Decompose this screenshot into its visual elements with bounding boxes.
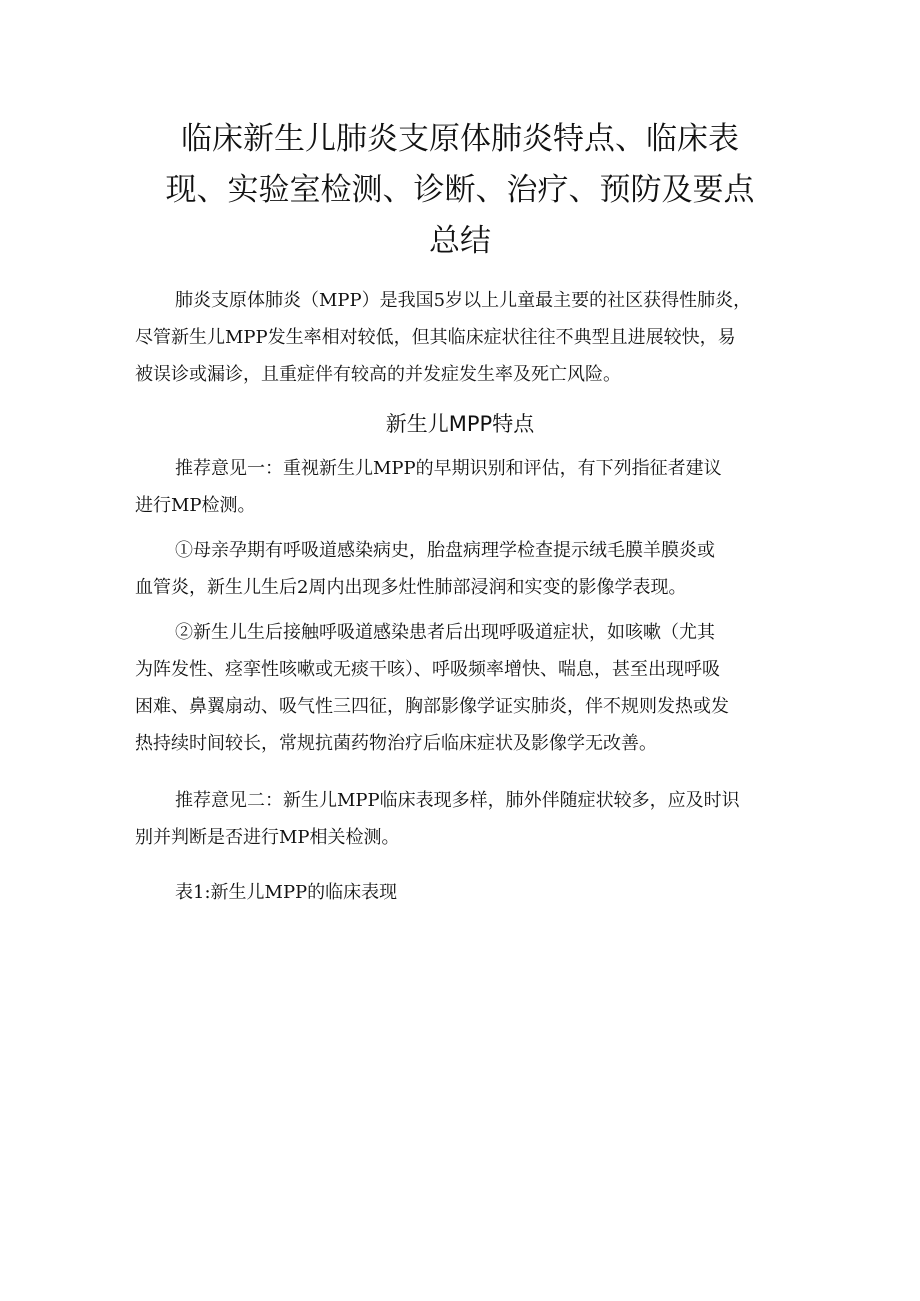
title-line-1: 临床新生儿肺炎支原体肺炎特点、临床表 [181, 121, 739, 157]
rec1-line-1: 推荐意见一：重视新生儿MPP的早期识别和评估，有下列指征者建议 [175, 458, 722, 479]
table-caption: 表1:新生儿MPP的临床表现 [175, 882, 398, 903]
item1-line-1: ①母亲孕期有呼吸道感染病史，胎盘病理学检查提示绒毛膜羊膜炎或 [175, 540, 715, 561]
document-title [120, 114, 800, 267]
rec2-line-2: 别并判断是否进行MP相关检测。 [135, 827, 400, 848]
intro-paragraph [135, 282, 791, 393]
item2-line-1: ②新生儿生后接触呼吸道感染患者后出现呼吸道症状，如咳嗽（尤其 [175, 622, 715, 643]
recommendation-one [135, 450, 791, 524]
section-heading: 新生儿MPP特点 [385, 412, 535, 436]
indication-item-2 [135, 614, 791, 762]
item2-line-4: 热持续时间较长，常规抗菌药物治疗后临床症状及影像学无改善。 [135, 733, 657, 754]
item2-line-3: 困难、鼻翼扇动、吸气性三四征，胸部影像学证实肺炎，伴不规则发热或发 [135, 696, 729, 717]
item1-line-2: 血管炎，新生儿生后2周内出现多灶性肺部浸润和实变的影像学表现。 [135, 577, 687, 598]
rec2-line-1: 推荐意见二：新生儿MPP临床表现多样，肺外伴随症状较多，应及时识 [175, 790, 740, 811]
intro-line-2: 尽管新生儿MPP发生率相对较低，但其临床症状往往不典型且进展较快，易 [135, 327, 736, 348]
title-line-3: 总结 [429, 223, 491, 259]
recommendation-two [135, 782, 791, 856]
intro-line-3: 被误诊或漏诊，且重症伴有较高的并发症发生率及死亡风险。 [135, 364, 621, 385]
indication-item-1 [135, 532, 791, 606]
item2-line-2: 为阵发性、痉挛性咳嗽或无痰干咳）、呼吸频率增快、喘息，甚至出现呼吸 [135, 659, 720, 680]
rec1-line-2: 进行MP检测。 [135, 495, 256, 516]
intro-line-1: 肺炎支原体肺炎（MPP）是我国5岁以上儿童最主要的社区获得性肺炎， [175, 290, 752, 311]
title-line-2: 现、实验室检测、诊断、治疗、预防及要点 [165, 172, 755, 208]
